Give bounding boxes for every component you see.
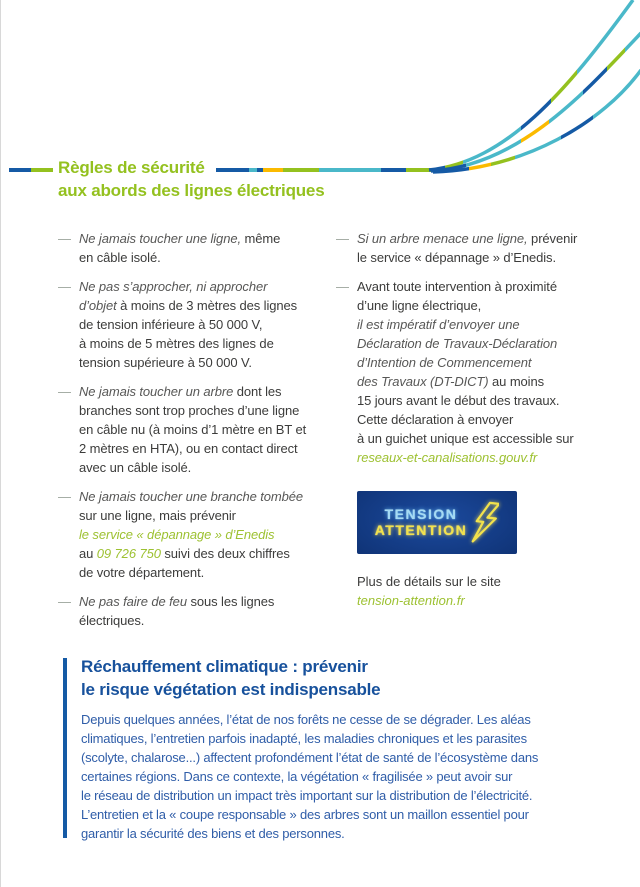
text-segment: sous les lignes	[186, 594, 275, 609]
text-segment: à moins de 3 mètres des lignes	[116, 298, 298, 313]
bullet-dash-icon: —	[58, 489, 71, 504]
bullet-text	[79, 277, 297, 372]
text-segment: d’une ligne électrique,	[357, 298, 482, 313]
text-segment: Ne jamais toucher un arbre	[79, 384, 234, 399]
text-segment: à un guichet unique est accessible sur	[357, 431, 574, 446]
text-segment: dont les	[233, 384, 282, 399]
page-title-line2: aux abords des lignes électriques	[58, 181, 325, 200]
text-segment: de tension inférieure à 50 000 V,	[79, 317, 263, 332]
page-title-line1: Règles de sécurité	[58, 158, 205, 177]
bullet-text	[79, 487, 303, 582]
text-segment: même	[240, 231, 281, 246]
text-segment: au moins	[488, 374, 544, 389]
text-segment: sur une ligne, mais prévenir	[79, 508, 236, 523]
bullet-item	[58, 592, 336, 630]
logo-word-attention: ATTENTION	[374, 521, 468, 538]
text-segment: suivi des deux chiffres	[160, 546, 290, 561]
bullet-text	[357, 277, 574, 467]
safety-rules-column-right	[336, 229, 636, 477]
text-segment: avec un câble isolé.	[79, 460, 192, 475]
text-segment: en câble nu (à moins d’1 mètre en BT et	[79, 422, 307, 437]
bullet-item	[336, 229, 636, 267]
bullet-dash-icon: —	[58, 231, 71, 246]
text-segment: électriques.	[79, 613, 145, 628]
text-segment: tension supérieure à 50 000 V.	[79, 355, 252, 370]
link-text[interactable]: le service « dépannage » d’Enedis	[79, 527, 275, 542]
bullet-item	[336, 277, 636, 467]
bullet-dash-icon: —	[336, 279, 349, 294]
bullet-dash-icon: —	[58, 279, 71, 294]
bullet-text	[79, 382, 306, 477]
text-segment: il est impératif d’envoyer une	[357, 317, 520, 332]
text-segment: Ne pas s’approcher, ni approcher	[79, 279, 268, 294]
bullet-text	[357, 229, 577, 267]
text-segment: au	[79, 546, 97, 561]
text-segment: de votre département.	[79, 565, 205, 580]
link-text[interactable]: 09 726 750	[96, 546, 161, 561]
bullet-dash-icon: —	[58, 384, 71, 399]
text-segment: Plus de détails sur le site	[357, 574, 501, 589]
climate-section-heading	[81, 655, 380, 701]
text-segment: Ne jamais toucher une branche tombée	[79, 489, 304, 504]
text-segment: le service « dépannage » d’Enedis.	[357, 250, 556, 265]
text-segment: Ne pas faire de feu	[79, 594, 187, 609]
text-segment: Avant toute intervention à proximité	[357, 279, 557, 294]
tension-attention-logo-text	[375, 507, 468, 537]
bullet-text	[79, 229, 280, 267]
text-segment: Déclaration de Travaux-Déclaration	[357, 336, 558, 351]
bullet-item	[58, 382, 336, 477]
text-segment: d’objet	[79, 298, 117, 313]
link-text[interactable]: reseaux-et-canalisations.gouv.fr	[357, 450, 538, 465]
text-segment: d’Intention de Commencement	[357, 355, 532, 370]
text-segment: 15 jours avant le début des travaux.	[357, 393, 560, 408]
climate-heading-line2: le risque végétation est indispensable	[81, 680, 381, 699]
tension-attention-logo	[357, 491, 517, 554]
text-segment: Ne jamais toucher une ligne,	[79, 231, 241, 246]
page-title	[58, 156, 324, 202]
link-text[interactable]: tension-attention.fr	[357, 593, 465, 608]
bullet-item	[58, 277, 336, 372]
site-note	[357, 572, 501, 610]
text-segment: Si un arbre menace une ligne,	[357, 231, 528, 246]
climate-heading-line1: Réchauffement climatique : prévenir	[81, 657, 368, 676]
bullet-dash-icon: —	[58, 594, 71, 609]
text-segment: prévenir	[527, 231, 578, 246]
bullet-item	[58, 487, 336, 582]
logo-word-tension: TENSION	[384, 506, 458, 523]
text-segment: Cette déclaration à envoyer	[357, 412, 514, 427]
climate-section-body: Depuis quelques années, l’état de nos forêts ne cesse de se dégrader. Les aléas climatiques, l’entretien parfois inadapté, les maladies chroniques et les parasites (scolyte, chalarose...) affectent profondément l’état de santé de l’écosystème dans certaines régions. Dans ce contexte, la végétation « fragilisée » peut avoir sur le réseau de distribution un impact très important sur la distribution de l’électricité. L’entretien et la « coupe responsable » des arbres sont un maillon essentiel pour garantir la sécurité des biens et des personnes.	[81, 712, 539, 841]
lightning-bolt-icon	[471, 499, 499, 547]
bullet-item	[58, 229, 336, 267]
safety-rules-column-left	[58, 229, 336, 640]
text-segment: 2 mètres en HTA), ou en contact direct	[79, 441, 298, 456]
text-segment: des Travaux (DT-DICT)	[357, 374, 489, 389]
text-segment: en câble isolé.	[79, 250, 161, 265]
bullet-dash-icon: —	[336, 231, 349, 246]
text-segment: à moins de 5 mètres des lignes de	[79, 336, 274, 351]
text-segment: branches sont trop proches d’une ligne	[79, 403, 300, 418]
climate-section-accent-bar	[63, 658, 67, 838]
bullet-text	[79, 592, 274, 630]
